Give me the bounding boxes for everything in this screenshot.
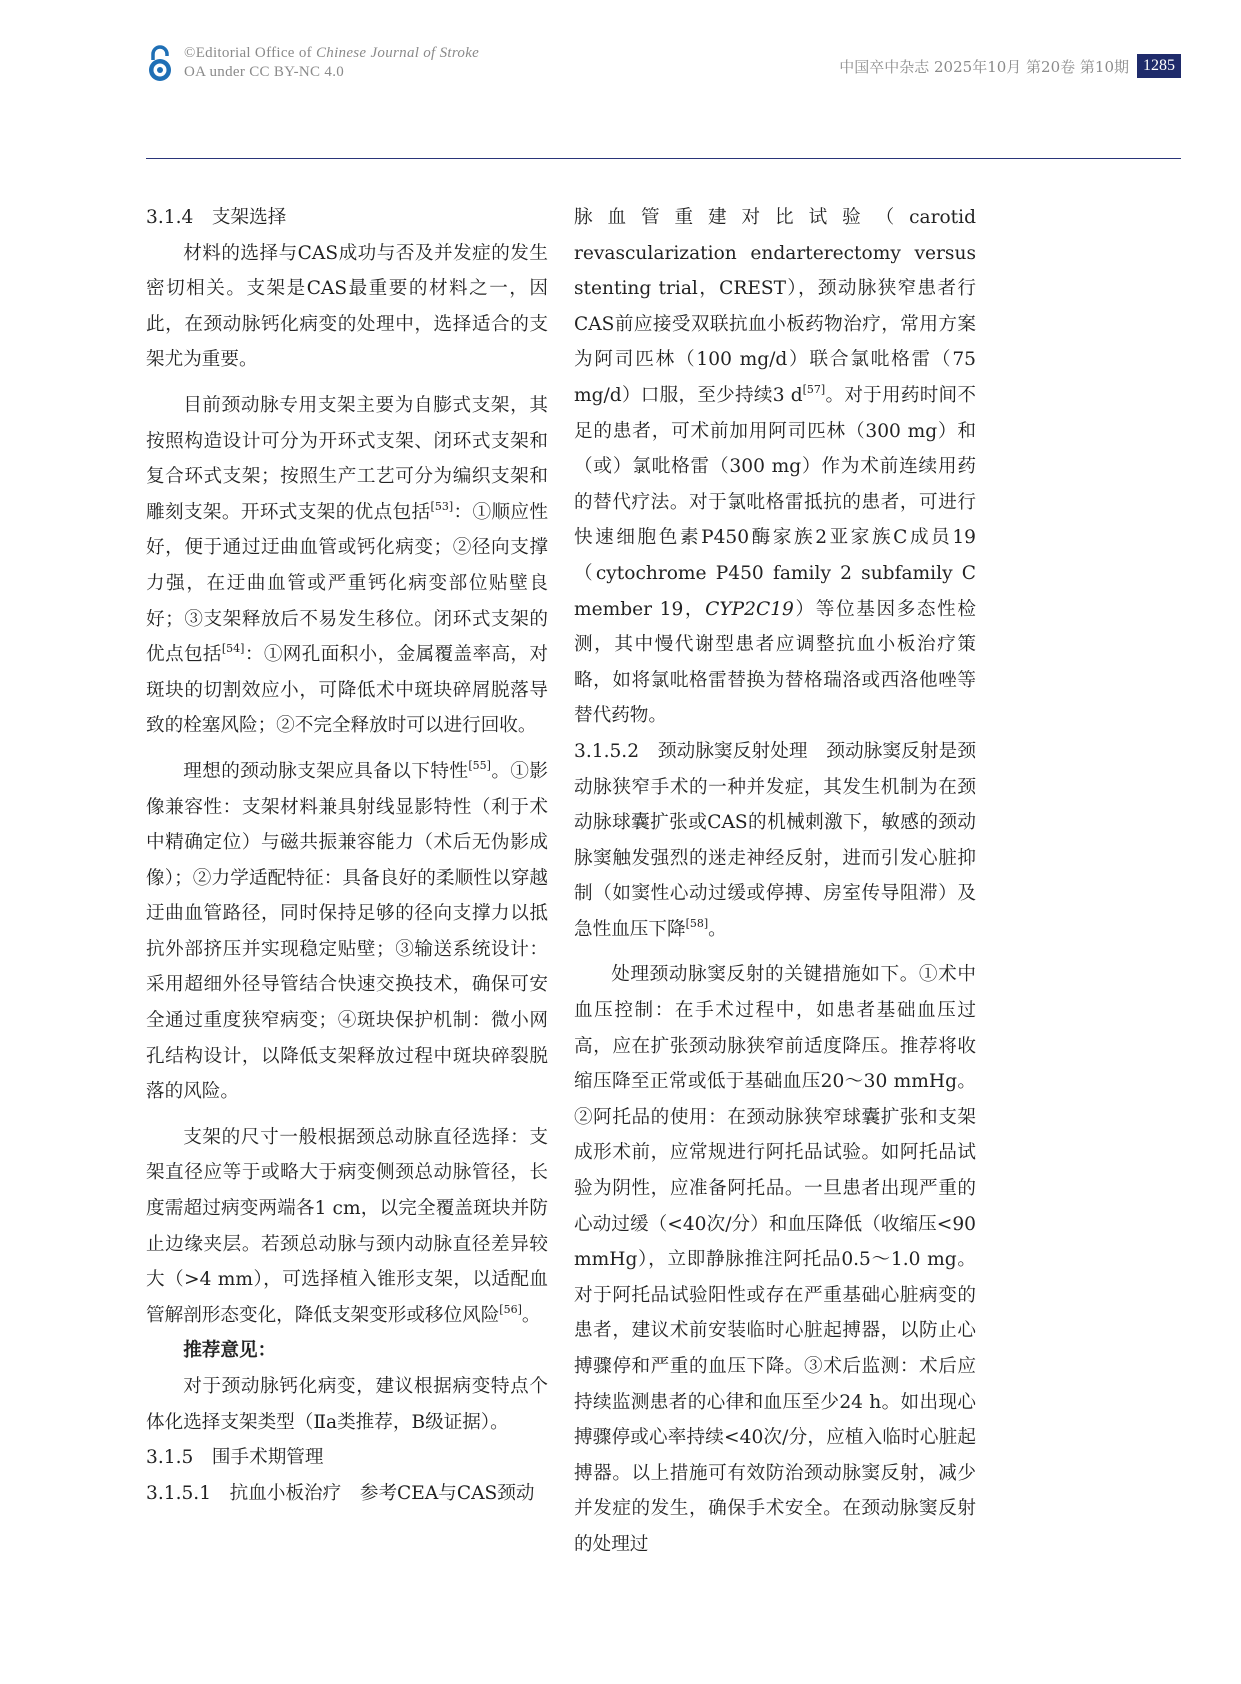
copyright-line: ©Editorial Office of Chinese Journal of Stroke: [184, 45, 480, 61]
section-heading-3-1-4: 3.1.4 支架选择: [146, 207, 287, 228]
section-heading-3-1-5: 3.1.5 围手术期管理: [146, 1447, 324, 1469]
left-column: [146, 200, 548, 1511]
citation-ref: [56]: [499, 1302, 522, 1316]
recommendation-text: 对于颈动脉钙化病变，建议根据病变特点个体化选择支架类型（Ⅱa类推荐，B级证据）。: [146, 1376, 548, 1433]
open-access-lock-icon: [146, 44, 174, 82]
paragraph: 处理颈动脉窦反射的关键措施如下。①术中血压控制：在手术过程中，如患者基础血压过高，应在扩张颈动脉狭窄前适度降压。推荐将收缩压降至正常或低于基础血压20～30 mmHg。②阿托品的使用：在颈动脉狭窄球囊扩张和支架成形术前，应常规进行阿托品试验。如阿托品试验为阴性，应准备阿托品。一旦患者出现严重的心动过缓（<40次/分）和血压降低（收缩压<90 mmHg），立即静脉推注阿托品0.5～1.0 mg。对于阿托品试验阳性或存在严重基础心脏病变的患者，建议术前安装临时心脏起搏器，以防止心搏骤停和严重的血压下降。③术后监测：术后应持续监测患者的心律和血压至少24 h。如出现心搏骤停或心率持续<40次/分，应植入临时心脏起搏器。以上措施可有效防治颈动脉窦反射，减少并发症的发生，确保手术安全。在颈动脉窦反射的处理过: [574, 964, 976, 1555]
citation-ref: [57]: [802, 382, 826, 396]
citation-ref: [58]: [685, 916, 709, 930]
paragraph: 材料的选择与CAS成功与否及并发症的发生密切相关。支架是CAS最重要的材料之一，因此，在颈动脉钙化病变的处理中，选择适合的支架尤为重要。: [146, 242, 548, 371]
paragraph: 目前颈动脉专用支架主要为自膨式支架，其按照构造设计可分为开环式支架、闭环式支架和复合环式支架；按照生产工艺可分为编织支架和雕刻支架。开环式支架的优点包括[53]：①顺应性好，便于通过迂曲血管或钙化病变；②径向支撑力强，在迂曲血管或严重钙化病变部位贴壁良好；③支架释放后不易发生移位。闭环式支架的优点包括[54]：①网孔面积小，金属覆盖率高，对斑块的切割效应小，可降低术中斑块碎屑脱落导致的栓塞风险；②不完全释放时可以进行回收。: [146, 394, 548, 737]
citation-ref: [53]: [430, 499, 454, 513]
citation-ref: [54]: [221, 642, 245, 656]
right-column: [574, 200, 976, 1563]
journal-name: Chinese Journal of Stroke: [315, 45, 480, 61]
header-citation: [839, 54, 1181, 78]
paragraph: 理想的颈动脉支架应具备以下特性[55]。①影像兼容性：支架材料兼具射线显影特性（利于术中精确定位）与磁共振兼容能力（术后无伪影成像）；②力学适配特征：具备良好的柔顺性以穿越迂曲血管路径，同时保持足够的径向支撑力以抵抗外部挤压并实现稳定贴壁；③输送系统设计：采用超细外径导管结合快速交换技术，确保可安全通过重度狭窄病变；④斑块保护机制：微小网孔结构设计，以降低支架释放过程中斑块碎裂脱落的风险。: [146, 758, 548, 1103]
paragraph: 支架的尺寸一般根据颈总动脉直径选择：支架直径应等于或略大于病变侧颈总动脉管径，长度需超过病变两端各1 cm，以完全覆盖斑块并防止边缘夹层。若颈总动脉与颈内动脉直径差异较大（>4 mm），可选择植入锥形支架，以适配血管解剖形态变化，降低支架变形或移位风险[56]。: [146, 1126, 548, 1326]
citation-ref: [55]: [468, 758, 491, 772]
recommendation-title: 推荐意见：: [183, 1340, 277, 1362]
citation-text: 中国卒中杂志 2025年10月 第20卷 第10期: [839, 57, 1129, 76]
gene-name: CYP2C19: [705, 598, 794, 620]
header-divider: [146, 158, 1181, 159]
section-heading-3-1-5-2: 3.1.5.2 颈动脉窦反射处理 颈动脉窦反射是颈动脉狭窄手术的一种并发症，其发生机制为在颈动脉球囊扩张或CAS的机械刺激下，敏感的颈动脉窦触发强烈的迷走神经反射，进而引发心脏抑制（如窦性心动过缓或停搏、房室传导阻滞）及急性血压下降[58]。: [574, 740, 976, 940]
license-line: OA under CC BY-NC 4.0: [184, 64, 345, 80]
header-oa-block: [146, 44, 479, 82]
section-heading-3-1-5-1: 3.1.5.1 抗血小板治疗 参考CEA与CAS颈动: [146, 1482, 535, 1504]
paragraph: 脉血管重建对比试验（carotid revascularization endarterectomy versus stenting trial，CREST），颈动脉狭窄患者行CAS前应接受双联抗血小板药物治疗，常用方案为阿司匹林（100 mg/d）联合氯吡格雷（75 mg/d）口服，至少持续3 d[57]。对于用药时间不足的患者，可术前加用阿司匹林（300 mg）和（或）氯吡格雷（300 mg）作为术前连续用药的替代疗法。对于氯吡格雷抵抗的患者，可进行快速细胞色素P450酶家族2亚家族C成员19（cytochrome P450 family 2 subfamily C member 19，CYP2C19）等位基因多态性检测，其中慢代谢型患者应调整抗血小板治疗策略，如将氯吡格雷替换为替格瑞洛或西洛他唑等替代药物。: [574, 207, 976, 727]
page-number-badge: 1285: [1137, 54, 1181, 78]
